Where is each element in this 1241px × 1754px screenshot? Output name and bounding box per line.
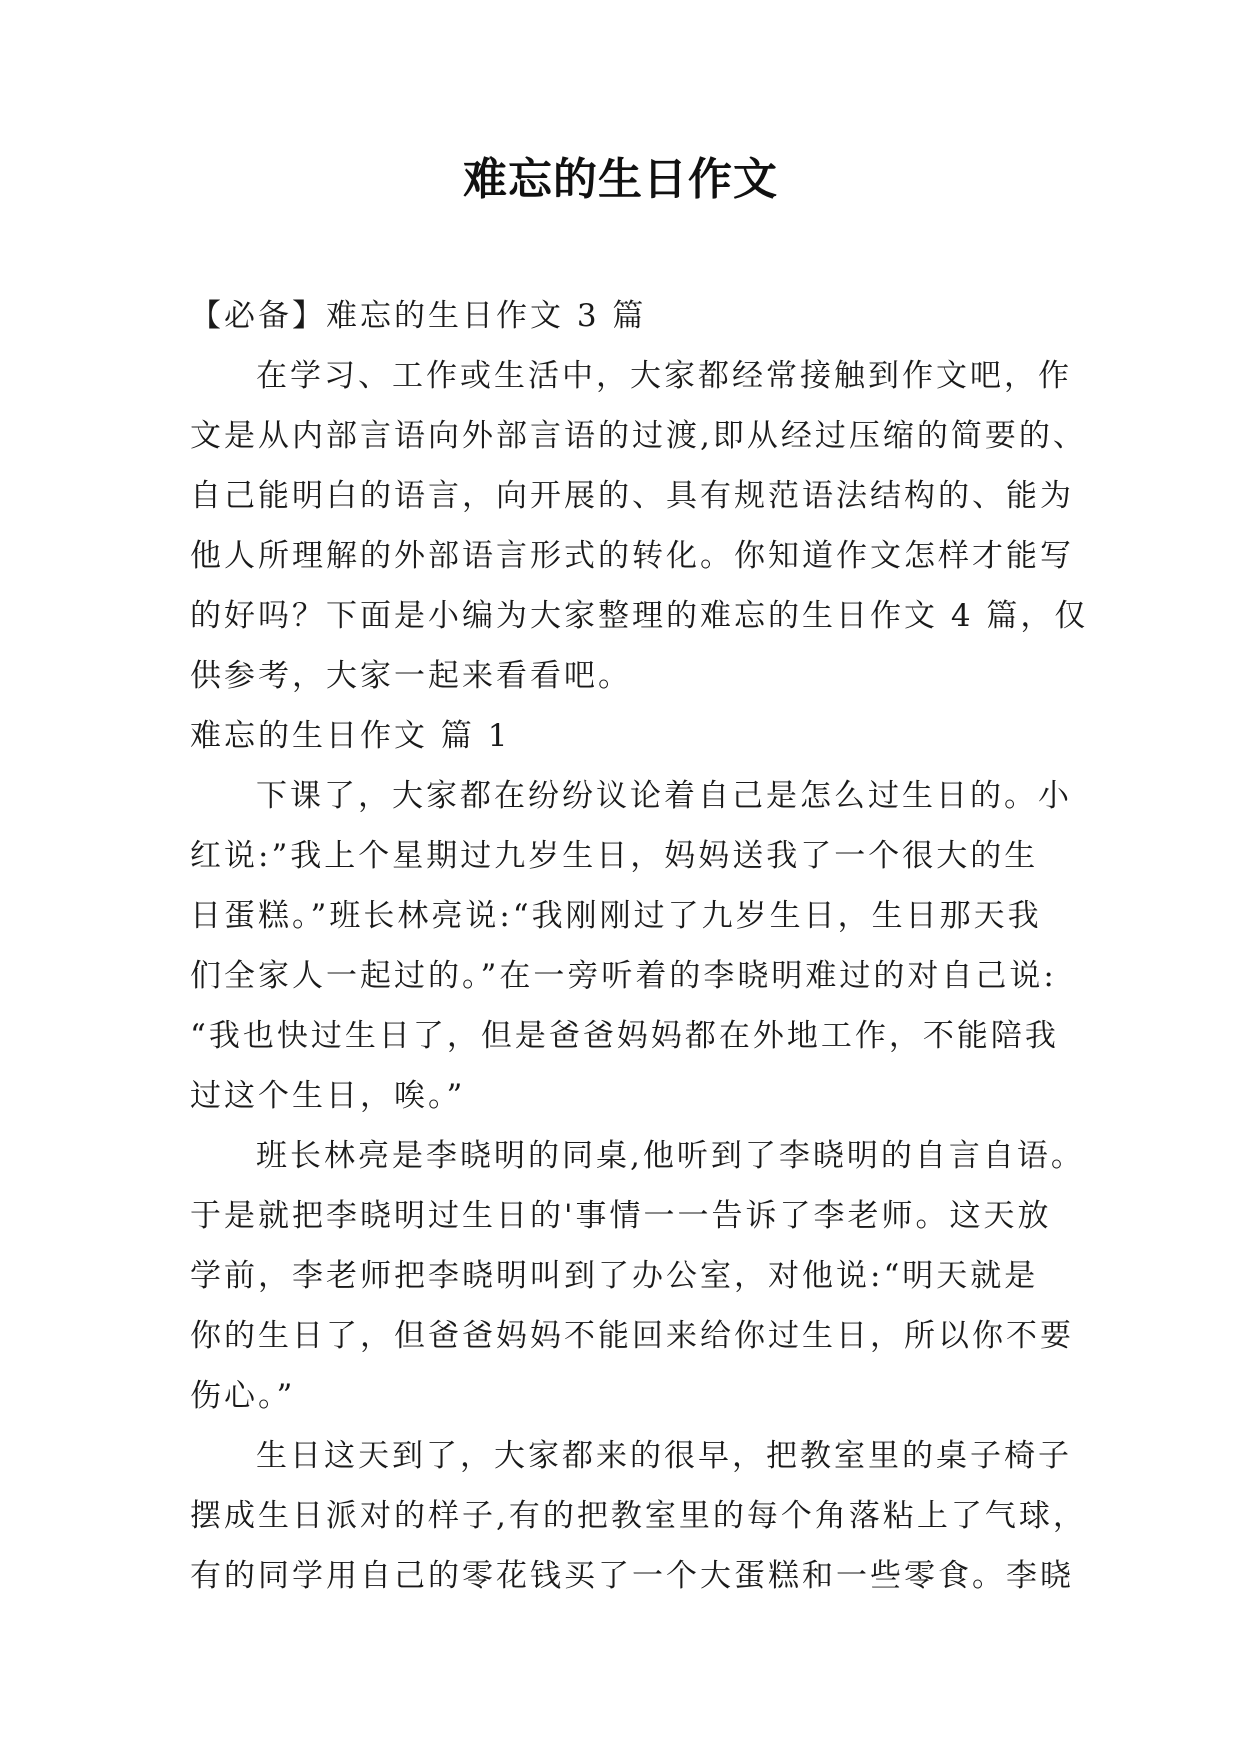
text-line: 的好吗？下面是小编为大家整理的难忘的生日作文 4 篇，仅 [190,598,1089,634]
text-line: 们全家人一起过的。”在一旁听着的李晓明难过的对自己说: [190,958,1057,994]
text-line: 难忘的生日作文 篇 1 [190,718,511,754]
text-line: 他人所理解的外部语言形式的转化。你知道作文怎样才能写 [190,538,1074,574]
text-line: 你的生日了，但爸爸妈妈不能回来给你过生日，所以你不要 [190,1318,1074,1354]
text-line: 伤心。” [190,1378,296,1414]
text-line: 【必备】难忘的生日作文 3 篇 [190,298,647,334]
text-line: 班长林亮是李晓明的同桌,他听到了李晓明的自言自语。 [256,1138,1085,1174]
text-line: 供参考，大家一起来看看吧。 [190,658,632,694]
text-line: 文是从内部言语向外部言语的过渡,即从经过压缩的简要的、 [190,418,1087,454]
text-line: 有的同学用自己的零花钱买了一个大蛋糕和一些零食。李晓 [190,1558,1074,1594]
text-line: “我也快过生日了，但是爸爸妈妈都在外地工作，不能陪我 [190,1018,1059,1054]
text-line: 在学习、工作或生活中，大家都经常接触到作文吧，作 [256,358,1072,394]
text-line: 自己能明白的语言，向开展的、具有规范语法结构的、能为 [190,478,1074,514]
text-line: 于是就把李晓明过生日的'事情一一告诉了李老师。这天放 [190,1198,1052,1234]
text-line: 红说:”我上个星期过九岁生日，妈妈送我了一个很大的生 [190,838,1039,874]
page-title: 难忘的生日作文 [463,154,778,205]
document-body [190,286,1089,1606]
text-line: 生日这天到了，大家都来的很早，把教室里的桌子椅子 [256,1438,1072,1474]
text-line: 日蛋糕。”班长林亮说:“我刚刚过了九岁生日，生日那天我 [190,898,1042,934]
text-line: 过这个生日，唉。” [190,1078,466,1114]
text-line: 学前，李老师把李晓明叫到了办公室，对他说:“明天就是 [190,1258,1039,1294]
text-line: 摆成生日派对的样子,有的把教室里的每个角落粘上了气球， [190,1498,1087,1534]
text-line: 下课了，大家都在纷纷议论着自己是怎么过生日的。小 [256,778,1072,814]
